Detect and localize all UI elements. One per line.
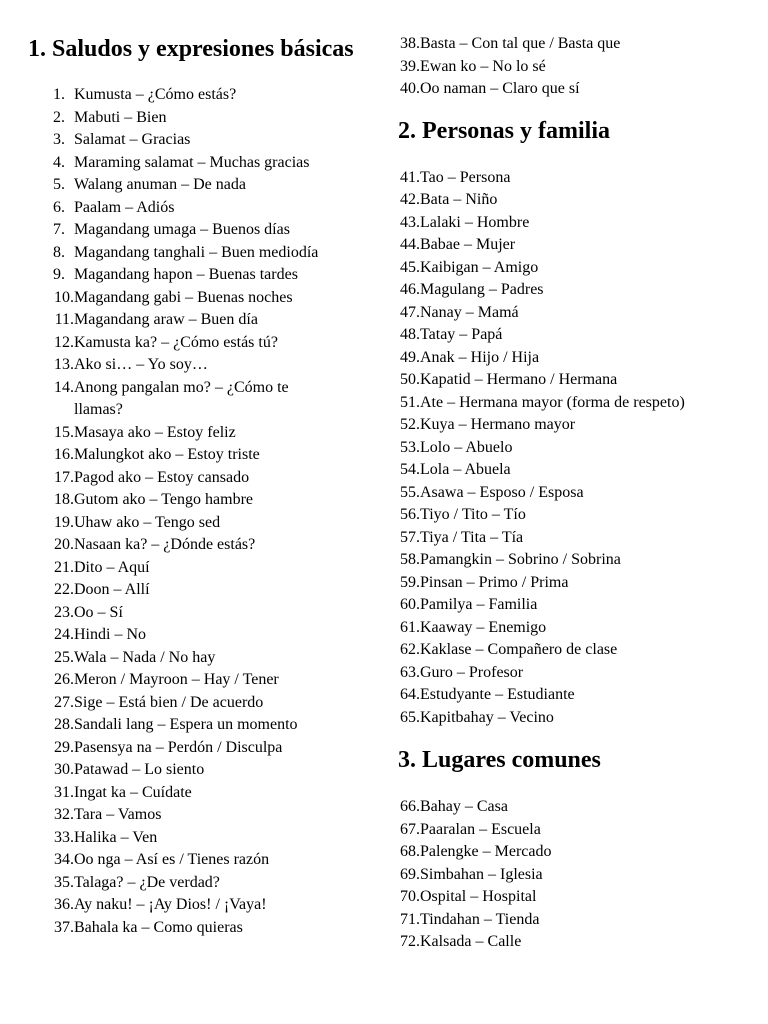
item-number: 13. <box>54 356 74 373</box>
item-number: 60. <box>400 596 420 613</box>
item-text: Hindi – No <box>74 626 146 643</box>
item-number: 26. <box>54 671 74 688</box>
item-number: 33. <box>54 828 74 846</box>
item-number: 31. <box>54 783 74 801</box>
item-number: 25. <box>54 648 74 666</box>
item-text: Kamusta ka? – ¿Cómo estás tú? <box>74 333 278 351</box>
item-number: 41. <box>400 168 420 186</box>
item-number: 19. <box>54 513 74 531</box>
item-number: 55. <box>400 483 420 501</box>
item-number: 43. <box>400 213 420 231</box>
item-number: 34. <box>54 851 74 868</box>
item-text: Basta – Con tal que / Basta que <box>420 35 621 52</box>
item-text: Bata – Niño <box>420 191 498 208</box>
item-text: Estudyante – Estudiante <box>420 686 575 703</box>
list-item <box>28 174 380 197</box>
item-text: Sige – Está bien / De acuerdo <box>74 693 264 711</box>
list-item <box>28 264 380 287</box>
list-item <box>28 917 380 940</box>
left-column <box>28 0 380 939</box>
item-text: Uhaw ako – Tengo sed <box>74 513 221 531</box>
item-text: Ingat ka – Cuídate <box>74 783 192 801</box>
list-item <box>374 302 748 325</box>
item-text: Lalaki – Hombre <box>420 213 530 231</box>
list-item <box>28 872 380 895</box>
item-number: 18. <box>54 491 74 508</box>
item-text: Kuya – Hermano mayor <box>420 416 576 433</box>
list-item <box>374 56 748 79</box>
item-text: Anong pangalan mo? – ¿Cómo te llamas? <box>74 378 289 418</box>
item-text: Masaya ako – Estoy feliz <box>74 423 236 441</box>
item-text: Magandang tanghali – Buen mediodía <box>74 243 319 261</box>
list-item <box>28 219 380 242</box>
item-number: 28. <box>54 716 74 733</box>
list-item <box>28 827 380 850</box>
item-text: Bahala ka – Como quieras <box>74 918 243 936</box>
item-number: 62. <box>400 641 420 658</box>
item-text: Patawad – Lo siento <box>74 761 205 778</box>
item-text: Ewan ko – No lo sé <box>420 57 546 75</box>
list-item <box>28 759 380 782</box>
item-number: 39. <box>400 57 420 75</box>
item-number: 15. <box>54 423 74 441</box>
item-number: 3. <box>53 131 65 148</box>
list-item <box>28 737 380 760</box>
item-number: 12. <box>54 333 74 351</box>
item-text: Nanay – Mamá <box>420 303 519 321</box>
list-saludos-continued <box>374 33 748 101</box>
item-number: 21. <box>54 558 74 576</box>
list-item <box>28 714 380 737</box>
item-number: 54. <box>400 461 420 478</box>
list-item <box>374 819 748 842</box>
list-saludos <box>28 84 380 939</box>
list-item <box>28 894 380 917</box>
list-item <box>28 444 380 467</box>
list-item <box>28 309 380 332</box>
item-number: 16. <box>54 446 74 463</box>
item-number: 37. <box>54 918 74 936</box>
list-item <box>374 909 748 932</box>
list-item <box>374 459 748 482</box>
item-text: Gutom ako – Tengo hambre <box>74 491 253 508</box>
item-number: 30. <box>54 761 74 778</box>
item-text: Kumusta – ¿Cómo estás? <box>74 86 237 103</box>
item-text: Wala – Nada / No hay <box>74 648 216 666</box>
list-item <box>28 354 380 377</box>
list-item <box>374 347 748 370</box>
list-item <box>374 572 748 595</box>
item-text: Anak – Hijo / Hija <box>420 348 540 366</box>
item-number: 17. <box>54 468 74 486</box>
item-number: 61. <box>400 618 420 636</box>
list-item <box>28 849 380 872</box>
item-text: Ospital – Hospital <box>420 888 537 905</box>
item-number: 2. <box>53 108 65 126</box>
list-item <box>28 557 380 580</box>
section-title-personas: 2. Personas y familia <box>398 117 610 144</box>
item-text: Doon – Allí <box>74 581 150 598</box>
item-number: 9. <box>53 266 65 283</box>
item-number: 68. <box>400 843 420 860</box>
item-text: Kaklase – Compañero de clase <box>420 641 618 658</box>
item-number: 50. <box>400 371 420 388</box>
item-text: Nasaan ka? – ¿Dónde estás? <box>74 536 256 553</box>
item-text: Magandang araw – Buen día <box>74 311 258 328</box>
item-number: 38. <box>400 35 420 52</box>
item-text: Maraming salamat – Muchas gracias <box>74 153 310 171</box>
list-item <box>28 534 380 557</box>
item-text: Sandali lang – Espera un momento <box>74 716 298 733</box>
item-number: 51. <box>400 393 420 411</box>
list-item <box>374 189 748 212</box>
item-number: 56. <box>400 506 420 523</box>
item-number: 35. <box>54 873 74 891</box>
item-text: Tara – Vamos <box>74 806 162 823</box>
section-title-saludos: 1. Saludos y expresiones básicas <box>28 36 354 62</box>
item-number: 40. <box>400 80 420 97</box>
item-number: 47. <box>400 303 420 321</box>
list-item <box>28 422 380 445</box>
item-number: 70. <box>400 888 420 905</box>
item-text: Magandang gabi – Buenas noches <box>74 288 293 306</box>
item-number: 29. <box>54 738 74 756</box>
item-text: Pagod ako – Estoy cansado <box>74 468 250 486</box>
item-text: Salamat – Gracias <box>74 131 191 148</box>
item-text: Lola – Abuela <box>420 461 511 478</box>
item-number: 45. <box>400 258 420 276</box>
item-text: Malungkot ako – Estoy triste <box>74 446 260 463</box>
list-item <box>28 242 380 265</box>
item-text: Guro – Profesor <box>420 663 524 681</box>
item-text: Kapatid – Hermano / Hermana <box>420 371 618 388</box>
item-text: Mabuti – Bien <box>74 108 167 126</box>
item-text: Pamilya – Familia <box>420 596 538 613</box>
item-text: Ako si… – Yo soy… <box>74 356 208 373</box>
item-number: 11. <box>54 311 74 328</box>
item-text: Ay naku! – ¡Ay Dios! / ¡Vaya! <box>74 896 267 913</box>
item-number: 20. <box>54 536 74 553</box>
item-number: 52. <box>400 416 420 433</box>
list-item <box>374 437 748 460</box>
list-item <box>374 279 748 302</box>
item-number: 24. <box>54 626 74 643</box>
list-item <box>28 84 380 107</box>
list-item <box>374 527 748 550</box>
item-text: Lolo – Abuelo <box>420 438 513 456</box>
item-number: 14. <box>54 378 74 396</box>
item-text: Tao – Persona <box>420 168 511 186</box>
list-item <box>28 377 380 422</box>
right-column <box>398 0 748 954</box>
list-item <box>374 684 748 707</box>
list-item <box>28 647 380 670</box>
list-item <box>374 414 748 437</box>
list-item <box>28 782 380 805</box>
item-number: 6. <box>53 198 65 216</box>
list-item <box>374 841 748 864</box>
list-item <box>374 886 748 909</box>
item-number: 22. <box>54 581 74 598</box>
item-number: 67. <box>400 820 420 838</box>
item-number: 49. <box>400 348 420 366</box>
list-item <box>374 482 748 505</box>
item-number: 1. <box>53 86 65 103</box>
list-item <box>374 78 748 101</box>
item-number: 59. <box>400 573 420 591</box>
item-number: 46. <box>400 281 420 298</box>
item-number: 44. <box>400 236 420 253</box>
item-number: 71. <box>400 910 420 928</box>
item-text: Dito – Aquí <box>74 558 150 576</box>
list-item <box>374 707 748 730</box>
list-item <box>374 662 748 685</box>
item-number: 7. <box>53 221 65 238</box>
item-text: Pamangkin – Sobrino / Sobrina <box>420 551 621 568</box>
item-text: Asawa – Esposo / Esposa <box>420 483 584 501</box>
item-text: Walang anuman – De nada <box>74 176 246 193</box>
item-number: 69. <box>400 865 420 883</box>
item-text: Tiyo / Tito – Tío <box>420 506 526 523</box>
list-lugares <box>374 796 748 954</box>
list-item <box>374 324 748 347</box>
list-item <box>28 489 380 512</box>
item-text: Magandang hapon – Buenas tardes <box>74 266 298 283</box>
list-item <box>374 549 748 572</box>
item-text: Halika – Ven <box>74 828 158 846</box>
item-number: 57. <box>400 528 420 546</box>
list-item <box>28 512 380 535</box>
list-item <box>28 624 380 647</box>
list-item <box>374 864 748 887</box>
item-text: Kaaway – Enemigo <box>420 618 547 636</box>
list-item <box>28 107 380 130</box>
item-number: 72. <box>400 933 420 950</box>
list-item <box>28 602 380 625</box>
list-item <box>374 594 748 617</box>
item-number: 23. <box>54 603 74 621</box>
item-text: Ate – Hermana mayor (forma de respeto) <box>420 393 685 411</box>
item-number: 42. <box>400 191 420 208</box>
item-text: Pasensya na – Perdón / Disculpa <box>74 738 283 756</box>
item-text: Babae – Mujer <box>420 236 516 253</box>
item-number: 58. <box>400 551 420 568</box>
list-item <box>28 332 380 355</box>
list-item <box>374 504 748 527</box>
item-text: Pinsan – Primo / Prima <box>420 573 569 591</box>
list-item <box>28 287 380 310</box>
item-text: Tatay – Papá <box>420 326 503 343</box>
item-text: Kalsada – Calle <box>420 933 522 950</box>
item-text: Paalam – Adiós <box>74 198 175 216</box>
item-text: Oo nga – Así es / Tienes razón <box>74 851 270 868</box>
list-item <box>28 692 380 715</box>
list-item <box>374 33 748 56</box>
item-number: 53. <box>400 438 420 456</box>
list-item <box>374 931 748 954</box>
item-number: 48. <box>400 326 420 343</box>
item-text: Palengke – Mercado <box>420 843 552 860</box>
item-text: Kaibigan – Amigo <box>420 258 539 276</box>
list-item <box>374 392 748 415</box>
list-item <box>374 617 748 640</box>
item-text: Tiya / Tita – Tía <box>420 528 524 546</box>
list-item <box>374 257 748 280</box>
list-item <box>374 369 748 392</box>
item-number: 5. <box>53 176 65 193</box>
list-item <box>28 467 380 490</box>
list-item <box>28 579 380 602</box>
item-number: 10. <box>54 288 74 306</box>
item-text: Talaga? – ¿De verdad? <box>74 873 220 891</box>
item-number: 36. <box>54 896 74 913</box>
item-number: 8. <box>53 243 65 261</box>
list-item <box>374 796 748 819</box>
list-item <box>28 152 380 175</box>
item-text: Oo naman – Claro que sí <box>420 80 580 97</box>
list-item <box>28 804 380 827</box>
item-text: Magandang umaga – Buenos días <box>74 221 290 238</box>
item-text: Paaralan – Escuela <box>420 820 541 838</box>
list-item <box>374 167 748 190</box>
list-item <box>28 669 380 692</box>
item-number: 27. <box>54 693 74 711</box>
item-text: Meron / Mayroon – Hay / Tener <box>74 671 279 688</box>
list-item <box>374 639 748 662</box>
list-item <box>28 129 380 152</box>
item-number: 66. <box>400 798 420 815</box>
item-text: Magulang – Padres <box>420 281 544 298</box>
item-number: 64. <box>400 686 420 703</box>
item-text: Kapitbahay – Vecino <box>420 708 554 726</box>
item-number: 63. <box>400 663 420 681</box>
section-title-lugares: 3. Lugares comunes <box>398 747 601 773</box>
item-text: Tindahan – Tienda <box>420 910 540 928</box>
item-number: 32. <box>54 806 74 823</box>
item-number: 65. <box>400 708 420 726</box>
item-text: Simbahan – Iglesia <box>420 865 543 883</box>
list-personas <box>374 167 748 730</box>
list-item <box>374 212 748 235</box>
list-item <box>28 197 380 220</box>
item-number: 4. <box>53 153 65 171</box>
item-text: Oo – Sí <box>74 603 123 621</box>
list-item <box>374 234 748 257</box>
item-text: Bahay – Casa <box>420 798 508 815</box>
